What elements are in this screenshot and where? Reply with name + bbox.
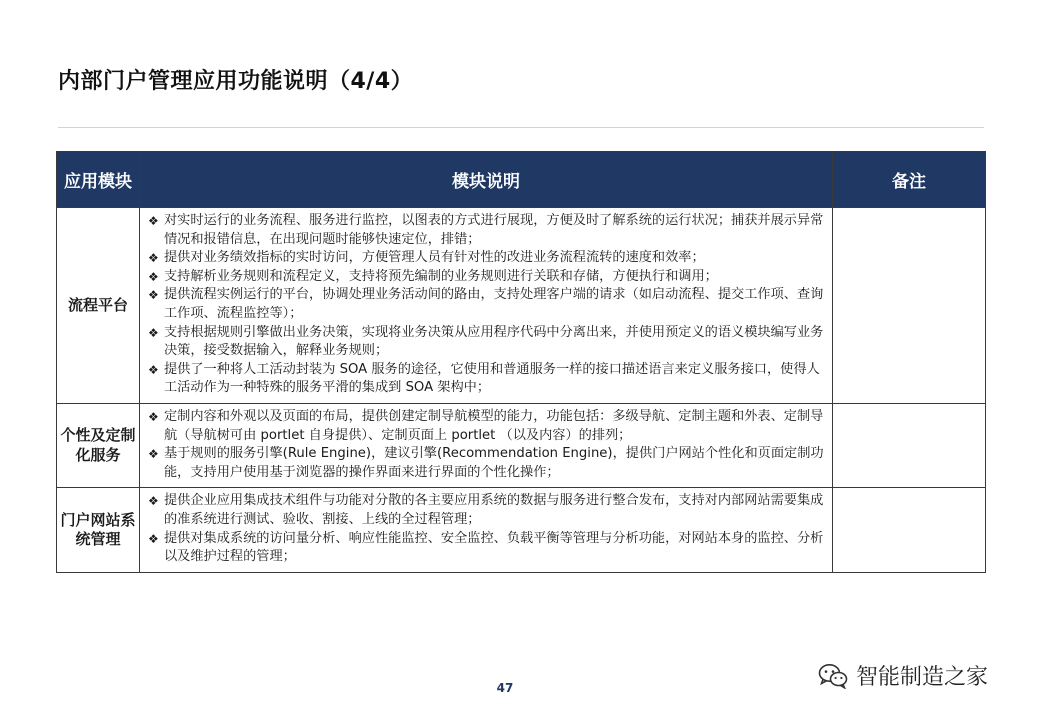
bullet-diamond-icon: ❖ [148, 531, 159, 546]
header-description: 模块说明 [140, 152, 833, 208]
header-module: 应用模块 [57, 152, 140, 208]
table-row [57, 488, 986, 572]
watermark-text: 智能制造之家 [856, 665, 989, 690]
bullet-diamond-icon: ❖ [148, 214, 159, 228]
module-remark [833, 488, 986, 572]
page-number: 47 [496, 681, 514, 695]
header-remark: 备注 [833, 152, 986, 208]
list-item: ❖ 提供对集成系统的访问量分析、响应性能监控、安全监控、负载平衡等管理与分析功能，对网站本身的监控、分析以及维护过程的管理； [148, 530, 824, 565]
bullet-diamond-icon: ❖ [148, 325, 159, 340]
module-description [140, 403, 833, 487]
module-remark [833, 403, 986, 487]
bullet-diamond-icon: ❖ [148, 409, 159, 424]
bullet-diamond-icon: ❖ [148, 251, 159, 266]
title-divider [58, 127, 984, 128]
wechat-icon [818, 663, 848, 689]
list-item: ❖ 基于规则的服务引擎(Rule Engine)，建议引擎(Recommendation Engine)，提供门户网站个性化和页面定制功能，支持用户使用基于浏览器的操作界面来进行界面的个性化操作； [148, 446, 824, 480]
table-header-row [57, 152, 986, 208]
list-item: ❖ 提供对业务绩效指标的实时访问，方便管理人员有针对性的改进业务流程流转的速度和效率； [148, 249, 828, 268]
list-item: ❖ 对实时运行的业务流程、服务进行监控，以图表的方式进行展现，方便及时了解系统的运行状况；捕获并展示异常情况和报错信息，在出现问题时能够快速定位，排错； [148, 213, 824, 247]
module-name: 流程平台 [57, 208, 140, 404]
function-table [56, 151, 986, 573]
bullet-diamond-icon: ❖ [148, 447, 159, 462]
watermark [818, 660, 988, 691]
module-name: 门户网站系统管理 [57, 488, 140, 572]
list-item: ❖ 支持根据规则引擎做出业务决策，实现将业务决策从应用程序代码中分离出来，并使用预定义的语义模块编写业务决策，接受数据输入，解释业务规则； [148, 324, 824, 359]
bullet-diamond-icon: ❖ [148, 362, 159, 377]
bullet-diamond-icon: ❖ [148, 288, 159, 303]
list-item: ❖ 提供流程实例运行的平台，协调处理业务活动间的路由，支持处理客户端的请求（如启动流程、提交工作项、查询工作项、流程监控等）； [148, 287, 824, 321]
page-title: 内部门户管理应用功能说明（4/4） [58, 69, 414, 94]
module-remark [833, 208, 986, 404]
table-row [57, 403, 986, 487]
bullet-diamond-icon: ❖ [148, 494, 159, 509]
list-item: ❖ 定制内容和外观以及页面的布局，提供创建定制导航模型的能力，功能包括：多级导航、定制主题和外表、定制导航（导航树可由 portlet 自身提供）、定制页面上 portlet （以及内容）的排列； [148, 408, 824, 443]
list-item: ❖ 提供企业应用集成技术组件与功能对分散的各主要应用系统的数据与服务进行整合发布，支持对内部网站需要集成的准系统进行测试、验收、割接、上线的全过程管理； [148, 493, 824, 527]
module-name: 个性及定制化服务 [57, 403, 140, 487]
table-row [57, 208, 986, 404]
bullet-diamond-icon: ❖ [148, 269, 159, 284]
list-item: ❖ 支持解析业务规则和流程定义，支持将预先编制的业务规则进行关联和存储，方便执行和调用； [148, 268, 828, 287]
module-description [140, 488, 833, 572]
list-item: ❖ 提供了一种将人工活动封装为 SOA 服务的途径，它使用和普通服务一样的接口描述语言来定义服务接口，使得人工活动作为一种特殊的服务平滑的集成到 SOA 架构中； [148, 361, 820, 396]
module-description [140, 208, 833, 404]
